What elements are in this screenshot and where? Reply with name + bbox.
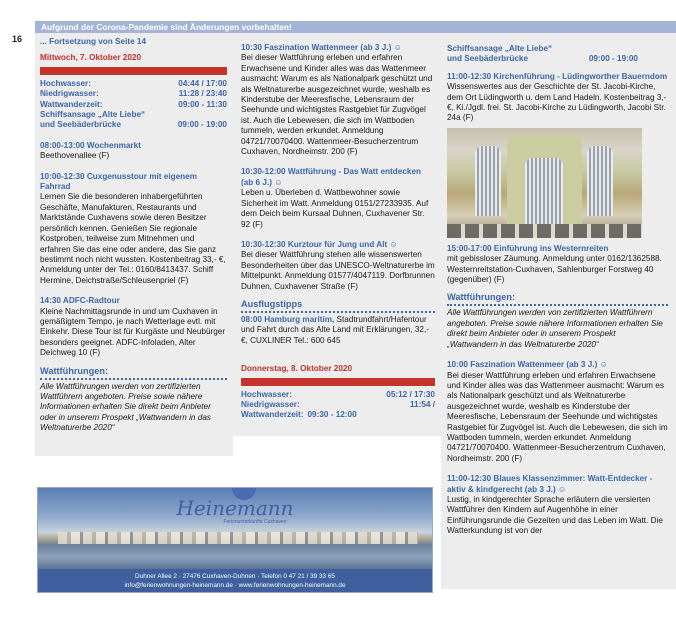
event-title: 10:30-12:00 Wattführung - Das Watt entdecken (ab 6 J.) ☺ (241, 167, 422, 187)
event-item (40, 296, 227, 358)
wattfuehrungen-heading: Wattführungen: (40, 365, 227, 380)
day-divider (40, 67, 227, 75)
right-column (441, 33, 676, 589)
event-body: Bei dieser Wattführung stehen alle wissenswerten Besonderheiten über das UNESCO-Weltnaturerbe im Mittelpunkt. Anmeldung 01577/4047119. Dorfbrunnen Duhnen, Cuxhavener Straße (F) (241, 250, 435, 291)
event-item (447, 474, 668, 536)
tide-value: 09:30 - 12:00 (307, 410, 357, 420)
ship-value: 09:00 - 19:00 (177, 120, 227, 130)
tide-value: 11:28 / 23:40 (178, 89, 227, 99)
event-item (241, 167, 435, 229)
continuation-note: ... Fortsetzung von Seite 14 (40, 37, 147, 46)
excursion-title: 08:00 Hamburg maritim, (241, 314, 335, 324)
ausflugstipps-heading: Ausflugstipps (241, 298, 435, 313)
event-title: 14:30 ADFC-Radtour (40, 296, 120, 306)
event-title: 11:00-12:30 Kirchenführung - Lüdingworther Bauerndom (447, 71, 668, 81)
event-item (447, 72, 668, 124)
event-title: 15:00-17:00 Einführung ins Westernreiten (447, 243, 609, 253)
tide-value: 05:12 / 17:30 (386, 389, 435, 399)
organ-gallery (447, 224, 642, 238)
event-body: Lernen Sie die besonderen inhabergeführten Geschäfte, Manufakturen, Restaurants und Marktstände Cuxhavens sowie deren Besitzer persönlich kennen. Genießen Sie regionale Kostproben, teilweise zum Mitnehmen und erfahren Sie das eine oder andere, das Sie ganz bestimmt noch nicht wussten. Kostenbeitrag 33,- €, Anmeldung unter der Tel.: 0160/8413437. Schiff Hermine, Deichstraße/Schleusenpriel (F) (40, 192, 226, 285)
tide-row (40, 100, 227, 110)
ad-contact (38, 569, 432, 593)
event-item (241, 43, 435, 157)
tide-value: 11:54 / (409, 399, 435, 409)
ship-row (447, 54, 668, 64)
event-title: 10:30 Faszination Wattenmeer (ab 3 J.) ☺ (241, 43, 402, 52)
event-title: 08:00-13:00 Wochenmarkt (40, 140, 141, 150)
heinemann-advertisement[interactable] (37, 487, 433, 593)
event-body: Leben u. Überleben d. Wattbewohner sowie Sicherheit im Watt. Anmeldung 0151/27233935. Auf dem Deich beim Kursaal Duhnen, Cuxhavener Str. 92 (F) (241, 188, 429, 229)
ship-value: 09:00 - 19:00 (588, 54, 638, 64)
day-heading: Donnerstag, 8. Oktober 2020 (241, 364, 353, 374)
tide-row (241, 390, 435, 400)
event-body: Beethovenallee (F) (40, 151, 110, 161)
tide-row (40, 79, 227, 89)
tide-value: 09:00 - 11:30 (178, 99, 227, 109)
tide-label: Wattwanderzeit: (241, 410, 304, 420)
event-title: 10:30-12:30 Kurztour für Jung und Alt ☺ (241, 239, 398, 249)
tide-row (241, 400, 435, 410)
tide-label: Hochwasser: (241, 389, 292, 399)
organ-pipes (587, 146, 613, 216)
tide-label: Hochwasser: (40, 78, 91, 88)
wattfuehrungen-note: Alle Wattführungen werden von zertifizierten Wattführern angeboten. Preise sowie nähere Informationen erhalten Sie direkt beim Anbieter oder in unserem Prospekt „Wattwandern in das Weltnaturerbe 2020“ (40, 381, 211, 433)
brand-logo: Heinemann (176, 496, 294, 520)
tide-label: Wattwanderzeit: (40, 99, 103, 109)
event-body: Bei dieser Wattführung erleben und erfahren Erwachsene und Kinder alles was das Wattenmeer ausmacht: Warum es als Nationalpark geschützt und als Weltnaturerbe ausgezeichnet wurde, weshalb es Kinderstube der Meeresfische, Lebensraum der Seehunde und wichtigstes Rastgebiet für Zugvögel ist. Auch die Lebewesen, die sich im Wattboden tummeln, werden erkundet. Anmeldung 04721/70070400. Wattenmeer-Besucherzentrum Cuxhaven, Nordheimstr. 200 (F) (241, 53, 433, 157)
beach-skyline-photo (38, 488, 432, 569)
ad-web[interactable]: info@ferienwohnungen-heinemann.de · www.ferienwohnungen-heinemann.de (124, 581, 346, 589)
middle-column (233, 33, 441, 436)
ship-label: Schiffsansage „Alte Liebe“ (40, 110, 146, 120)
brand-subtitle: Ferienunterkünfte Cuxhaven (223, 519, 287, 525)
event-body: Bei dieser Wattführung erleben und erfahren Erwachsene und Kinder alles was das Wattenmeer ausmacht: Warum es als Nationalpark geschützt und als Weltnaturerbe ausgezeichnet wurde, weshalb es Kinderstube der Meeresfische, Lebensraum der Seehunde und wichtigstes Rastgebiet für Zugvögel ist. Auch die Lebewesen, die sich im Wattboden tummeln, werden erkundet. Anmeldung 04721/70070400. Wattenmeer-Besucherzentrum Cuxhaven, Nordheimstr. 200 (F) (447, 370, 668, 463)
tide-row (241, 410, 435, 420)
event-body: mit gebissloser Zäumung. Anmeldung unter 0162/1362588. Westernreitstation-Cuxhaven, Sahlenburger Forstweg 40 (gegenüber) (F) (447, 254, 662, 285)
tide-label: Niedrigwasser: (241, 399, 300, 409)
corona-notice-banner: Aufgrund der Corona-Pandemie sind Änderungen vorbehalten! (35, 21, 676, 33)
ship-row (40, 110, 227, 120)
excursion-item (241, 315, 435, 346)
wattfuehrungen-heading: Wattführungen: (447, 291, 668, 306)
event-body: Kleine Nachmittagsrunde in und um Cuxhaven in gemäßigtem Tempo, je nach Wetterlage evtl. mit Einkehr. Diese Tour ist für Kurgäste und Neubürger besonders geeignet. ADFC-Infoladen, Alter Deichweg 10 (F) (40, 306, 226, 358)
organ-pipes (475, 146, 501, 216)
event-item (447, 244, 668, 286)
page-number: 16 (12, 34, 23, 44)
excursion-body: Stadtrundfahrt/Hafentour und Fahrt durch das Alte Land mit Erklärungen, 32,- €, CUXLINER Tel.: 600 645 (241, 314, 429, 345)
event-item (40, 172, 227, 286)
event-item (40, 141, 227, 162)
day-divider (241, 378, 435, 386)
wattfuehrungen-note: Alle Wattführungen werden von zertifizierten Wattführern angeboten. Preise sowie nähere Informationen erhalten Sie direkt beim Anbieter oder in unserem Prospekt „Wattwandern in das Weltnaturerbe 2020“ (447, 308, 663, 349)
ship-label: Schiffsansage „Alte Liebe“ (447, 44, 553, 53)
event-body: Wissenswertes aus der Geschichte der St. Jacobi-Kirche, dem Ort Lüdingworth u. dem Land Hadeln. Kostenbeitrag 3,-€, Ki./Jgdl. frei. St. Jacobi-Kirche zu Lüdingworth, Jacobi Str. 24a (F) (447, 82, 667, 123)
ship-label: und Seebäderbrücke (447, 54, 528, 64)
ship-row (447, 44, 668, 54)
ad-address: Duhner Allee 2 · 27476 Cuxhaven-Duhnen · Telefon 0 47 21 / 39 33 65 (135, 573, 335, 580)
tide-value: 04:44 / 17:00 (178, 78, 227, 88)
tide-label: Niedrigwasser: (40, 89, 99, 99)
skyline (58, 532, 418, 544)
event-title: 11:00-12:30 Blaues Klassenzimmer: Watt-Entdecker - aktiv & kindgerecht (ab 3 J.) ☺ (447, 474, 653, 494)
event-body: Lustig, in kindgerechter Sprache erläutern die versierten Wattführer den Kindern auf Augenhöhe in einer Einführungsrunde die Gezeiten und das Leben im Watt. Die Watterkundung ist von der (447, 494, 663, 536)
event-item (447, 360, 668, 464)
day-heading: Mittwoch, 7. Oktober 2020 (40, 53, 142, 63)
event-title: 10:00-12:30 Cuxgenusstour mit eigenem Fahrrad (40, 171, 197, 192)
ship-row (40, 120, 227, 130)
church-organ-image (447, 128, 642, 238)
ship-label: und Seebäderbrücke (40, 120, 121, 130)
event-item (241, 240, 435, 292)
left-column (35, 33, 233, 456)
organ-pipes (525, 158, 563, 228)
tide-row (40, 89, 227, 99)
event-title: 10:00 Faszination Wattenmeer (ab 3 J.) ☺ (447, 360, 608, 370)
